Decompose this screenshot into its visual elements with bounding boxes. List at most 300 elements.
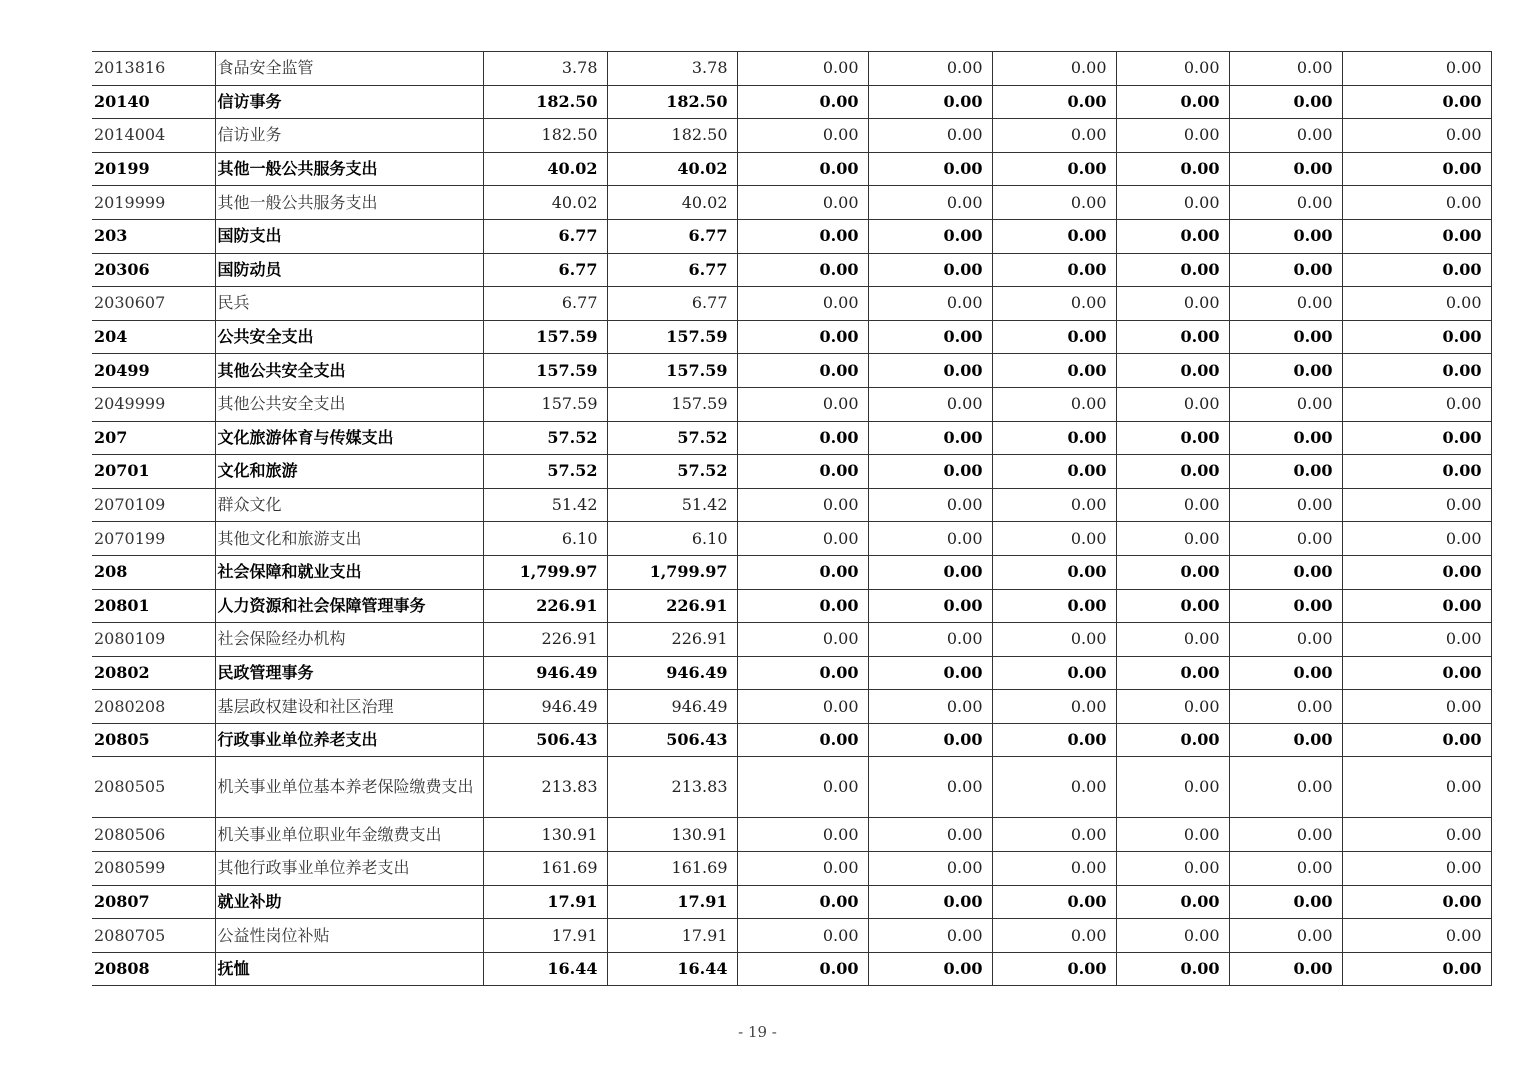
amount-cell: 0.00: [1342, 522, 1491, 556]
amount-cell: 0.00: [1229, 387, 1342, 421]
amount-cell: 57.52: [483, 421, 607, 455]
amount-cell: 0.00: [1116, 186, 1229, 220]
amount-cell: 6.10: [607, 522, 737, 556]
amount-cell: 16.44: [607, 952, 737, 986]
subject-name-cell: 其他公共安全支出: [215, 387, 483, 421]
amount-cell: 6.77: [483, 287, 607, 321]
amount-cell: 0.00: [1342, 455, 1491, 489]
amount-cell: 0.00: [1342, 152, 1491, 186]
amount-cell: 0.00: [868, 219, 992, 253]
amount-cell: 0.00: [992, 952, 1116, 986]
amount-cell: 6.77: [607, 287, 737, 321]
amount-cell: 17.91: [607, 885, 737, 919]
amount-cell: 0.00: [868, 320, 992, 354]
amount-cell: 157.59: [607, 320, 737, 354]
amount-cell: 0.00: [992, 522, 1116, 556]
subject-name-cell: 基层政权建设和社区治理: [215, 690, 483, 724]
amount-cell: 0.00: [1229, 555, 1342, 589]
amount-cell: 0.00: [1342, 852, 1491, 886]
amount-cell: 0.00: [868, 818, 992, 852]
amount-cell: 506.43: [483, 723, 607, 757]
amount-cell: 157.59: [483, 387, 607, 421]
amount-cell: 0.00: [1116, 952, 1229, 986]
amount-cell: 0.00: [868, 919, 992, 953]
amount-cell: 0.00: [1116, 723, 1229, 757]
subject-name-cell: 行政事业单位养老支出: [215, 723, 483, 757]
amount-cell: 17.91: [483, 919, 607, 953]
amount-cell: 6.77: [607, 253, 737, 287]
amount-cell: 0.00: [737, 723, 868, 757]
amount-cell: 0.00: [1229, 287, 1342, 321]
table-row: [92, 919, 1491, 953]
amount-cell: 0.00: [992, 219, 1116, 253]
amount-cell: 0.00: [737, 287, 868, 321]
subject-code-cell: 2080705: [92, 919, 215, 953]
amount-cell: 0.00: [992, 119, 1116, 153]
amount-cell: 0.00: [1229, 186, 1342, 220]
amount-cell: 0.00: [1116, 455, 1229, 489]
amount-cell: 0.00: [737, 522, 868, 556]
amount-cell: 0.00: [1342, 919, 1491, 953]
amount-cell: 3.78: [607, 52, 737, 86]
amount-cell: 182.50: [607, 119, 737, 153]
subject-code-cell: 20140: [92, 85, 215, 119]
amount-cell: 0.00: [1229, 656, 1342, 690]
amount-cell: 0.00: [1342, 885, 1491, 919]
amount-cell: 0.00: [737, 623, 868, 657]
amount-cell: 0.00: [992, 919, 1116, 953]
amount-cell: 40.02: [483, 186, 607, 220]
table-row: [92, 387, 1491, 421]
amount-cell: 0.00: [737, 885, 868, 919]
amount-cell: 0.00: [1229, 253, 1342, 287]
table-row: [92, 152, 1491, 186]
amount-cell: 0.00: [737, 320, 868, 354]
subject-code-cell: 2080109: [92, 623, 215, 657]
table-row: [92, 320, 1491, 354]
amount-cell: 0.00: [1116, 52, 1229, 86]
amount-cell: 0.00: [1229, 690, 1342, 724]
amount-cell: 161.69: [483, 852, 607, 886]
amount-cell: 0.00: [1116, 690, 1229, 724]
amount-cell: 0.00: [1116, 656, 1229, 690]
amount-cell: 0.00: [992, 387, 1116, 421]
amount-cell: 0.00: [1229, 455, 1342, 489]
page-number: - 19 -: [738, 1023, 777, 1041]
amount-cell: 0.00: [737, 119, 868, 153]
amount-cell: 0.00: [992, 421, 1116, 455]
amount-cell: 213.83: [483, 757, 607, 818]
table-row: [92, 52, 1491, 86]
subject-name-cell: 机关事业单位职业年金缴费支出: [215, 818, 483, 852]
amount-cell: 0.00: [737, 919, 868, 953]
amount-cell: 0.00: [992, 818, 1116, 852]
amount-cell: 6.10: [483, 522, 607, 556]
amount-cell: 0.00: [868, 287, 992, 321]
amount-cell: 0.00: [992, 555, 1116, 589]
amount-cell: 0.00: [1342, 52, 1491, 86]
amount-cell: 0.00: [992, 152, 1116, 186]
amount-cell: 0.00: [868, 852, 992, 886]
amount-cell: 0.00: [868, 623, 992, 657]
subject-name-cell: 就业补助: [215, 885, 483, 919]
amount-cell: 0.00: [868, 85, 992, 119]
subject-name-cell: 抚恤: [215, 952, 483, 986]
amount-cell: 1,799.97: [607, 555, 737, 589]
amount-cell: 0.00: [1229, 52, 1342, 86]
subject-name-cell: 信访业务: [215, 119, 483, 153]
amount-cell: 17.91: [607, 919, 737, 953]
amount-cell: 0.00: [992, 253, 1116, 287]
amount-cell: 0.00: [868, 952, 992, 986]
table-row: [92, 287, 1491, 321]
amount-cell: 0.00: [1229, 152, 1342, 186]
table-row: [92, 723, 1491, 757]
amount-cell: 0.00: [1229, 219, 1342, 253]
amount-cell: 0.00: [1342, 287, 1491, 321]
amount-cell: 0.00: [868, 690, 992, 724]
subject-code-cell: 2080208: [92, 690, 215, 724]
amount-cell: 0.00: [992, 354, 1116, 388]
amount-cell: 0.00: [992, 455, 1116, 489]
table-row: [92, 186, 1491, 220]
amount-cell: 0.00: [992, 885, 1116, 919]
amount-cell: 0.00: [1229, 623, 1342, 657]
amount-cell: 17.91: [483, 885, 607, 919]
amount-cell: 0.00: [1342, 623, 1491, 657]
table-row: [92, 354, 1491, 388]
amount-cell: 0.00: [868, 421, 992, 455]
subject-code-cell: 20306: [92, 253, 215, 287]
amount-cell: 0.00: [992, 85, 1116, 119]
amount-cell: 40.02: [607, 152, 737, 186]
subject-name-cell: 人力资源和社会保障管理事务: [215, 589, 483, 623]
amount-cell: 0.00: [992, 623, 1116, 657]
amount-cell: 0.00: [1342, 656, 1491, 690]
table-row: [92, 421, 1491, 455]
amount-cell: 0.00: [737, 488, 868, 522]
table-row: [92, 253, 1491, 287]
amount-cell: 57.52: [607, 455, 737, 489]
amount-cell: 0.00: [992, 656, 1116, 690]
amount-cell: 130.91: [483, 818, 607, 852]
amount-cell: 0.00: [868, 488, 992, 522]
amount-cell: 226.91: [607, 589, 737, 623]
subject-name-cell: 其他文化和旅游支出: [215, 522, 483, 556]
amount-cell: 0.00: [1116, 488, 1229, 522]
subject-name-cell: 民兵: [215, 287, 483, 321]
amount-cell: 0.00: [868, 52, 992, 86]
table-body: [92, 52, 1491, 986]
amount-cell: 0.00: [737, 757, 868, 818]
amount-cell: 0.00: [868, 757, 992, 818]
amount-cell: 0.00: [868, 253, 992, 287]
amount-cell: 0.00: [737, 186, 868, 220]
subject-name-cell: 食品安全监管: [215, 52, 483, 86]
amount-cell: 157.59: [483, 354, 607, 388]
amount-cell: 0.00: [1229, 589, 1342, 623]
amount-cell: 0.00: [1229, 757, 1342, 818]
subject-name-cell: 公益性岗位补贴: [215, 919, 483, 953]
table-row: [92, 555, 1491, 589]
amount-cell: 0.00: [1229, 885, 1342, 919]
amount-cell: 226.91: [607, 623, 737, 657]
amount-cell: 130.91: [607, 818, 737, 852]
amount-cell: 0.00: [737, 52, 868, 86]
amount-cell: 0.00: [992, 287, 1116, 321]
amount-cell: 0.00: [992, 852, 1116, 886]
amount-cell: 0.00: [868, 522, 992, 556]
amount-cell: 946.49: [607, 690, 737, 724]
amount-cell: 51.42: [607, 488, 737, 522]
amount-cell: 6.77: [483, 253, 607, 287]
amount-cell: 0.00: [1229, 919, 1342, 953]
subject-code-cell: 20808: [92, 952, 215, 986]
amount-cell: 0.00: [1342, 119, 1491, 153]
expenditure-table: [92, 51, 1492, 986]
amount-cell: 0.00: [1116, 885, 1229, 919]
subject-code-cell: 20701: [92, 455, 215, 489]
subject-code-cell: 2013816: [92, 52, 215, 86]
amount-cell: 0.00: [1116, 219, 1229, 253]
amount-cell: 0.00: [1229, 488, 1342, 522]
amount-cell: 0.00: [1342, 320, 1491, 354]
amount-cell: 0.00: [737, 421, 868, 455]
amount-cell: 16.44: [483, 952, 607, 986]
amount-cell: 0.00: [1342, 589, 1491, 623]
table-row: [92, 885, 1491, 919]
subject-code-cell: 2080505: [92, 757, 215, 818]
amount-cell: 946.49: [483, 690, 607, 724]
amount-cell: 6.77: [607, 219, 737, 253]
amount-cell: 0.00: [1229, 522, 1342, 556]
amount-cell: 0.00: [1342, 757, 1491, 818]
amount-cell: 0.00: [1116, 85, 1229, 119]
amount-cell: 506.43: [607, 723, 737, 757]
amount-cell: 57.52: [607, 421, 737, 455]
subject-name-cell: 其他行政事业单位养老支出: [215, 852, 483, 886]
amount-cell: 0.00: [737, 387, 868, 421]
subject-code-cell: 2070199: [92, 522, 215, 556]
subject-code-cell: 20802: [92, 656, 215, 690]
amount-cell: 0.00: [1116, 852, 1229, 886]
amount-cell: 0.00: [1342, 186, 1491, 220]
amount-cell: 0.00: [1342, 387, 1491, 421]
amount-cell: 0.00: [868, 354, 992, 388]
table-row: [92, 656, 1491, 690]
amount-cell: 0.00: [992, 320, 1116, 354]
amount-cell: 0.00: [737, 555, 868, 589]
amount-cell: 0.00: [1116, 757, 1229, 818]
subject-name-cell: 其他一般公共服务支出: [215, 186, 483, 220]
amount-cell: 0.00: [1116, 522, 1229, 556]
amount-cell: 0.00: [1116, 818, 1229, 852]
amount-cell: 57.52: [483, 455, 607, 489]
amount-cell: 0.00: [737, 589, 868, 623]
subject-name-cell: 机关事业单位基本养老保险缴费支出: [215, 757, 483, 818]
subject-code-cell: 20499: [92, 354, 215, 388]
subject-name-cell: 社会保障和就业支出: [215, 555, 483, 589]
table-row: [92, 455, 1491, 489]
amount-cell: 0.00: [992, 589, 1116, 623]
amount-cell: 0.00: [1342, 253, 1491, 287]
amount-cell: 0.00: [737, 818, 868, 852]
amount-cell: 0.00: [1342, 952, 1491, 986]
amount-cell: 0.00: [868, 885, 992, 919]
amount-cell: 0.00: [1229, 852, 1342, 886]
amount-cell: 0.00: [992, 186, 1116, 220]
amount-cell: 0.00: [1116, 919, 1229, 953]
subject-code-cell: 20807: [92, 885, 215, 919]
subject-name-cell: 群众文化: [215, 488, 483, 522]
amount-cell: 0.00: [868, 656, 992, 690]
amount-cell: 0.00: [737, 85, 868, 119]
amount-cell: 0.00: [1229, 85, 1342, 119]
table-row: [92, 589, 1491, 623]
amount-cell: 0.00: [992, 723, 1116, 757]
amount-cell: 0.00: [1342, 421, 1491, 455]
table-row: [92, 952, 1491, 986]
amount-cell: 161.69: [607, 852, 737, 886]
subject-code-cell: 207: [92, 421, 215, 455]
amount-cell: 0.00: [1229, 723, 1342, 757]
amount-cell: 0.00: [1229, 320, 1342, 354]
amount-cell: 40.02: [483, 152, 607, 186]
table-row: [92, 852, 1491, 886]
amount-cell: 0.00: [868, 455, 992, 489]
subject-code-cell: 2019999: [92, 186, 215, 220]
amount-cell: 0.00: [1342, 85, 1491, 119]
amount-cell: 0.00: [1116, 287, 1229, 321]
amount-cell: 0.00: [868, 589, 992, 623]
amount-cell: 0.00: [737, 253, 868, 287]
amount-cell: 226.91: [483, 623, 607, 657]
subject-code-cell: 2080599: [92, 852, 215, 886]
amount-cell: 0.00: [1229, 818, 1342, 852]
amount-cell: 0.00: [868, 119, 992, 153]
amount-cell: 0.00: [1116, 555, 1229, 589]
subject-code-cell: 2030607: [92, 287, 215, 321]
amount-cell: 0.00: [1229, 119, 1342, 153]
subject-code-cell: 2049999: [92, 387, 215, 421]
table-row: [92, 623, 1491, 657]
table-row: [92, 219, 1491, 253]
amount-cell: 0.00: [1342, 723, 1491, 757]
table-row: [92, 757, 1491, 818]
subject-name-cell: 社会保险经办机构: [215, 623, 483, 657]
amount-cell: 182.50: [483, 119, 607, 153]
amount-cell: 157.59: [483, 320, 607, 354]
amount-cell: 0.00: [1342, 488, 1491, 522]
amount-cell: 0.00: [1229, 421, 1342, 455]
subject-code-cell: 203: [92, 219, 215, 253]
amount-cell: 226.91: [483, 589, 607, 623]
table-row: [92, 85, 1491, 119]
subject-code-cell: 2014004: [92, 119, 215, 153]
amount-cell: 213.83: [607, 757, 737, 818]
amount-cell: 182.50: [607, 85, 737, 119]
subject-code-cell: 208: [92, 555, 215, 589]
amount-cell: 0.00: [868, 387, 992, 421]
amount-cell: 51.42: [483, 488, 607, 522]
amount-cell: 0.00: [737, 219, 868, 253]
amount-cell: 0.00: [1116, 152, 1229, 186]
amount-cell: 1,799.97: [483, 555, 607, 589]
subject-code-cell: 20805: [92, 723, 215, 757]
amount-cell: 0.00: [1342, 818, 1491, 852]
amount-cell: 0.00: [1229, 354, 1342, 388]
amount-cell: 0.00: [737, 952, 868, 986]
amount-cell: 0.00: [868, 152, 992, 186]
amount-cell: 0.00: [992, 757, 1116, 818]
subject-name-cell: 文化旅游体育与传媒支出: [215, 421, 483, 455]
amount-cell: 0.00: [1342, 219, 1491, 253]
amount-cell: 0.00: [992, 52, 1116, 86]
amount-cell: 0.00: [1342, 690, 1491, 724]
subject-code-cell: 2070109: [92, 488, 215, 522]
amount-cell: 0.00: [868, 723, 992, 757]
amount-cell: 0.00: [1116, 421, 1229, 455]
table-row: [92, 818, 1491, 852]
amount-cell: 0.00: [1116, 623, 1229, 657]
subject-name-cell: 文化和旅游: [215, 455, 483, 489]
table-row: [92, 690, 1491, 724]
amount-cell: 946.49: [607, 656, 737, 690]
amount-cell: 0.00: [737, 656, 868, 690]
amount-cell: 0.00: [992, 690, 1116, 724]
amount-cell: 0.00: [737, 455, 868, 489]
amount-cell: 6.77: [483, 219, 607, 253]
amount-cell: 3.78: [483, 52, 607, 86]
subject-name-cell: 公共安全支出: [215, 320, 483, 354]
subject-code-cell: 204: [92, 320, 215, 354]
subject-name-cell: 其他一般公共服务支出: [215, 152, 483, 186]
amount-cell: 0.00: [868, 186, 992, 220]
amount-cell: 0.00: [737, 690, 868, 724]
amount-cell: 0.00: [1342, 555, 1491, 589]
amount-cell: 157.59: [607, 354, 737, 388]
amount-cell: 0.00: [1116, 253, 1229, 287]
amount-cell: 0.00: [992, 488, 1116, 522]
subject-name-cell: 信访事务: [215, 85, 483, 119]
amount-cell: 0.00: [868, 555, 992, 589]
amount-cell: 0.00: [1229, 952, 1342, 986]
subject-code-cell: 20199: [92, 152, 215, 186]
amount-cell: 0.00: [737, 354, 868, 388]
amount-cell: 0.00: [737, 852, 868, 886]
subject-name-cell: 国防支出: [215, 219, 483, 253]
amount-cell: 0.00: [1116, 119, 1229, 153]
amount-cell: 40.02: [607, 186, 737, 220]
amount-cell: 0.00: [1116, 354, 1229, 388]
subject-name-cell: 国防动员: [215, 253, 483, 287]
amount-cell: 0.00: [1116, 387, 1229, 421]
amount-cell: 0.00: [737, 152, 868, 186]
amount-cell: 157.59: [607, 387, 737, 421]
subject-name-cell: 其他公共安全支出: [215, 354, 483, 388]
amount-cell: 946.49: [483, 656, 607, 690]
table-row: [92, 522, 1491, 556]
amount-cell: 0.00: [1342, 354, 1491, 388]
amount-cell: 0.00: [1116, 589, 1229, 623]
subject-code-cell: 2080506: [92, 818, 215, 852]
amount-cell: 182.50: [483, 85, 607, 119]
amount-cell: 0.00: [1116, 320, 1229, 354]
table-row: [92, 488, 1491, 522]
subject-code-cell: 20801: [92, 589, 215, 623]
table-row: [92, 119, 1491, 153]
subject-name-cell: 民政管理事务: [215, 656, 483, 690]
